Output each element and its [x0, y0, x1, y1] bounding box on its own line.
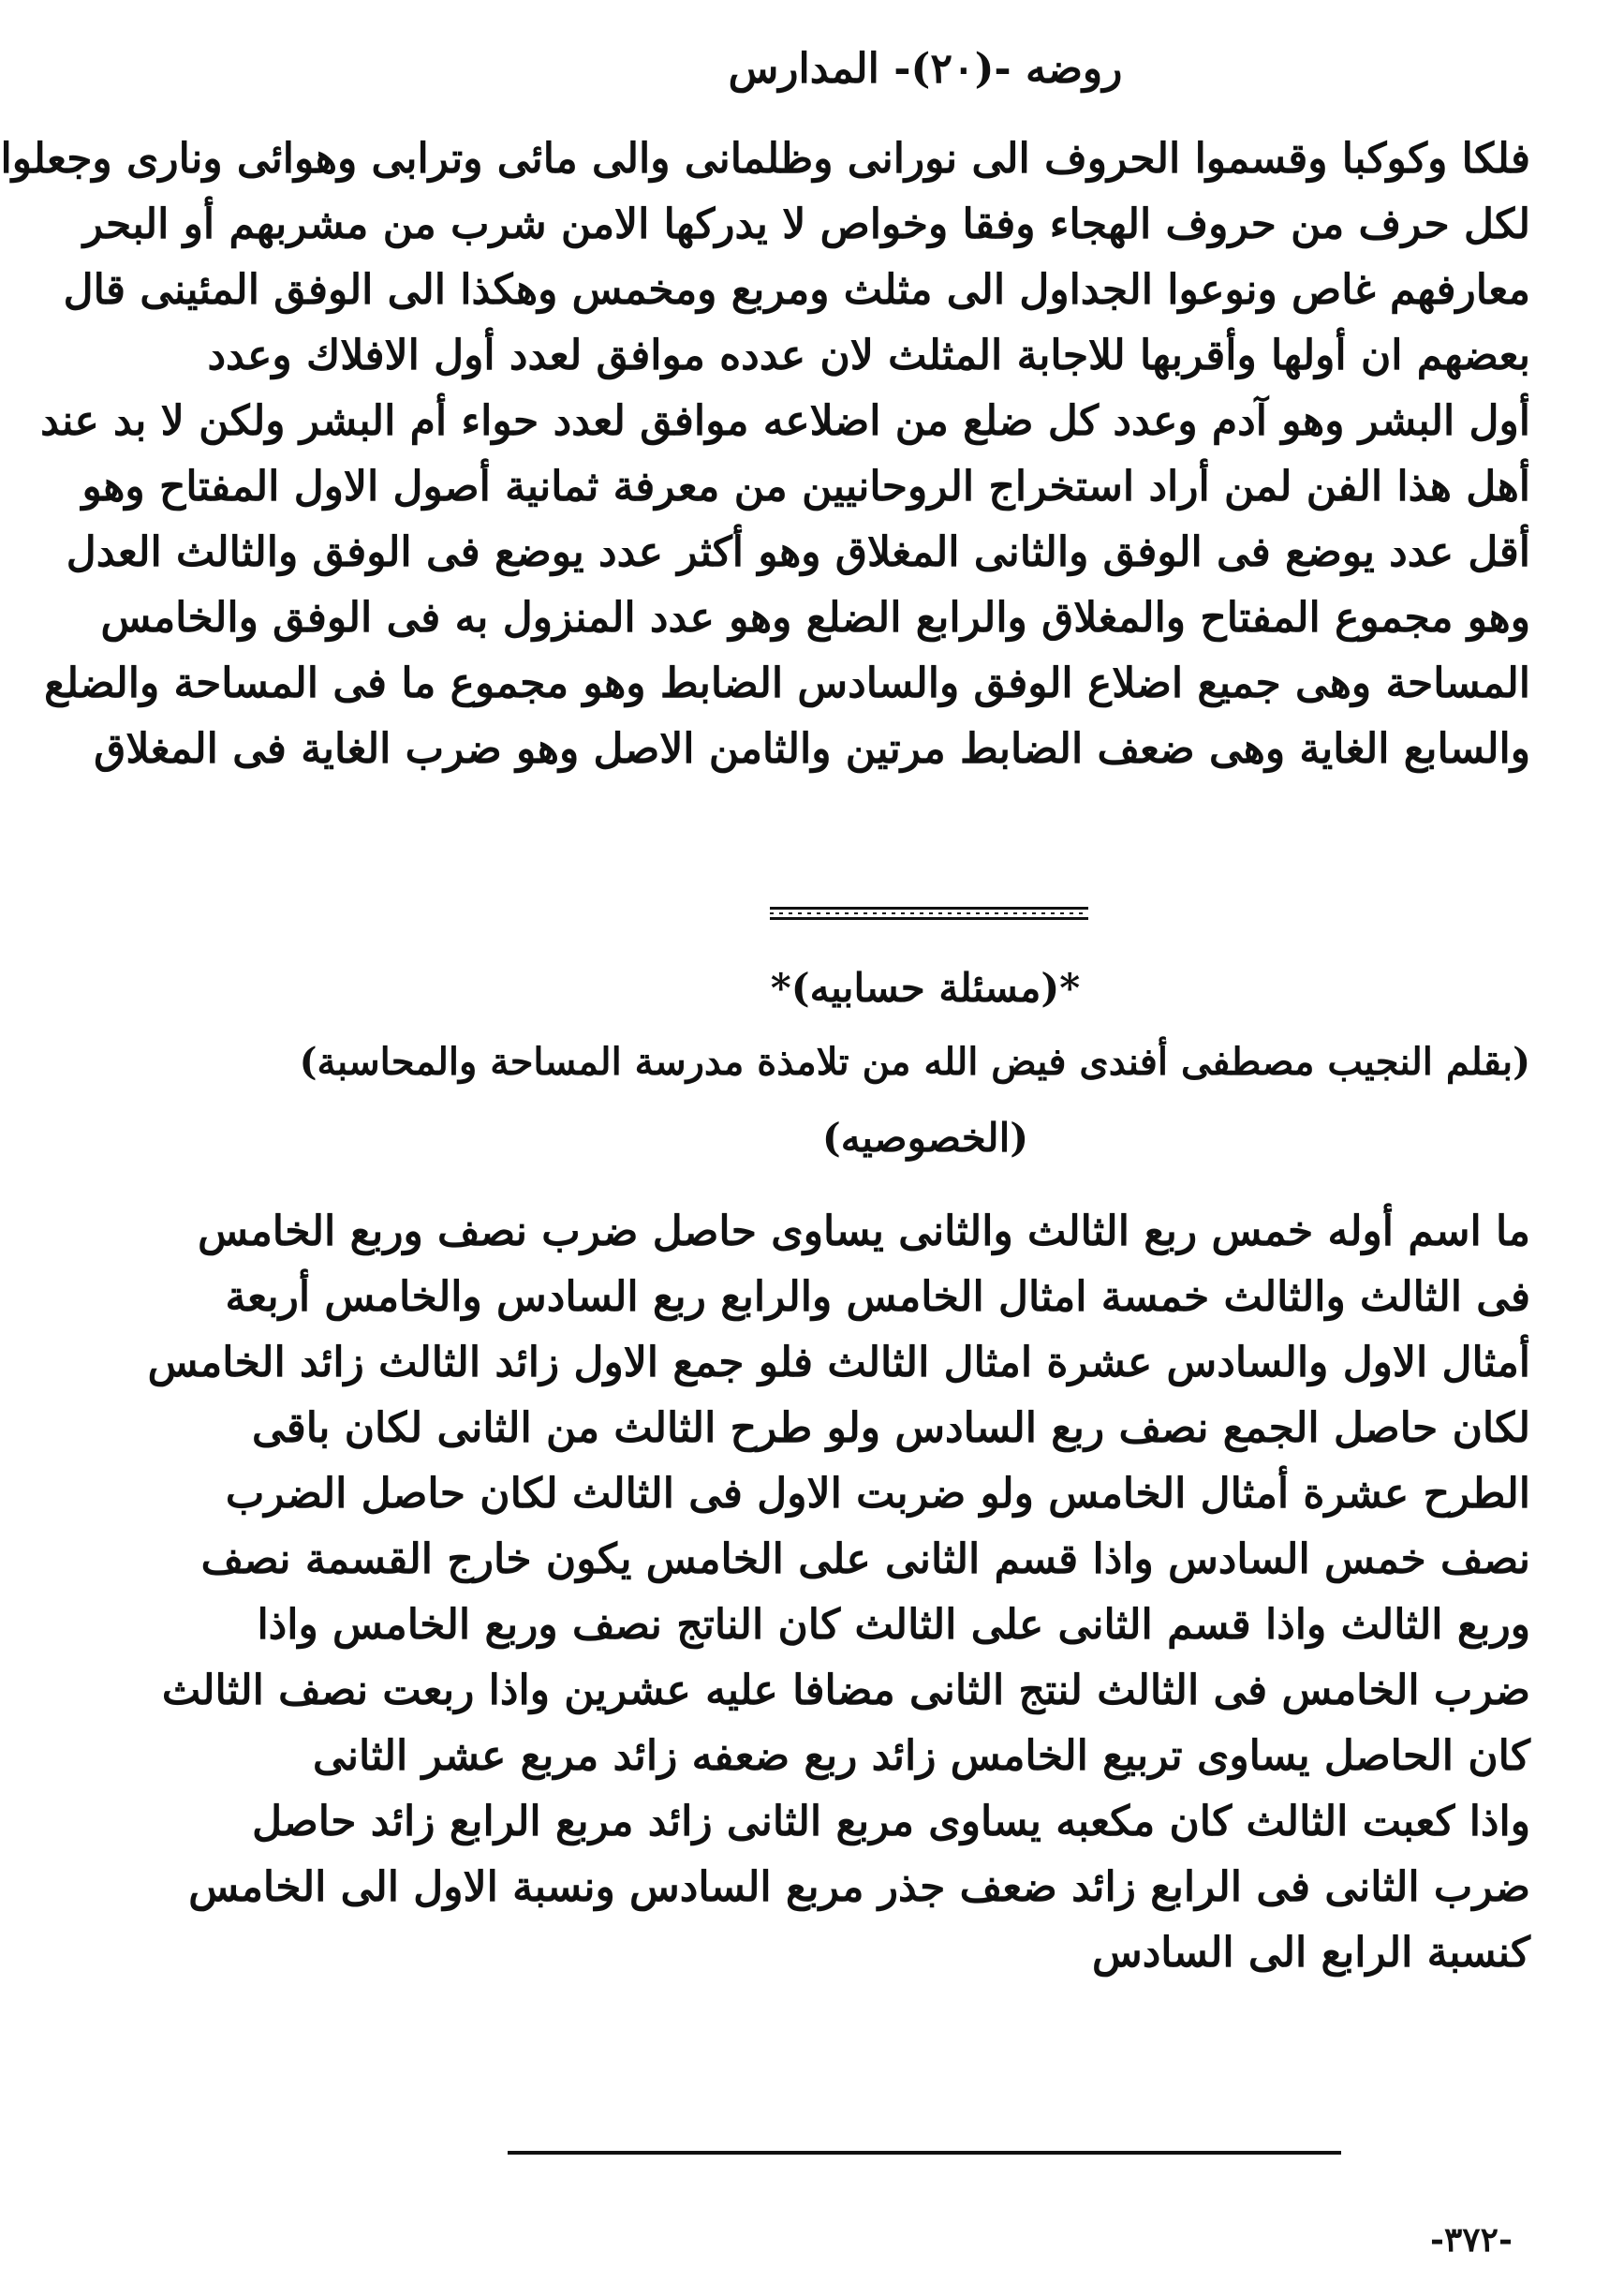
text-line: وربع الثالث واذا قسم الثانى على الثالث كان الناتج نصف وربع الخامس واذا	[257, 1601, 1530, 1649]
page-number: -٣٧٢-	[1430, 2220, 1513, 2260]
text-line: نصف خمس السادس واذا قسم الثانى على الخامس يكون خارج القسمة نصف	[200, 1535, 1530, 1583]
text-line: ضرب الخامس فى الثالث لنتج الثانى مضافا عليه عشرين واذا ربعت نصف الثالث	[161, 1667, 1530, 1714]
text-line: ضرب الثانى فى الرابع زائد ضعف جذر مربع السادس ونسبة الاول الى الخامس	[188, 1863, 1530, 1911]
text-line: كنسبة الرابع الى السادس	[1092, 1929, 1530, 1977]
intro-paragraph	[0, 126, 1530, 782]
page-header: روضه -(٢٠)- المدارس	[728, 45, 1123, 93]
text-line: أول البشر وهو آدم وعدد كل ضلع من اضلاعه موافق لعدد حواء أم البشر ولكن لا بد عند	[40, 397, 1530, 445]
text-line: أهل هذا الفن لمن أراد استخراج الروحانيين من معرفة ثمانية أصول الاول المفتاح وهو	[81, 463, 1530, 511]
text-line: أقل عدد يوضع فى الوفق والثانى المغلاق وهو أكثر عدد يوضع فى الوفق والثالث العدل	[66, 528, 1530, 576]
section-heading: *(مسئلة حسابيه)*	[770, 965, 1081, 1011]
section-subheading: (الخصوصيه)	[821, 1115, 1029, 1161]
text-line: المساحة وهى جميع اضلاع الوفق والسادس الضابط وهو مجموع ما فى المساحة والضلع	[44, 659, 1530, 707]
text-line: كان الحاصل يساوى تربيع الخامس زائد ربع ضعفه زائد مربع عشر الثانى	[313, 1732, 1530, 1780]
problem-paragraph	[147, 1199, 1530, 1986]
text-line: والسابع الغاية وهى ضعف الضابط مرتين والثامن الاصل وهو ضرب الغاية فى المغلاق	[94, 725, 1530, 773]
text-line: بعضهم ان أولها وأقربها للاجابة المثلث لان عدده موافق لعدد أول الافلاك وعدد	[207, 332, 1530, 379]
text-line: لكان حاصل الجمع نصف ربع السادس ولو طرح الثالث من الثانى لكان باقى	[252, 1404, 1530, 1452]
bottom-rule	[508, 2151, 1341, 2155]
text-line: وهو مجموع المفتاح والمغلاق والرابع الضلع وهو عدد المنزول به فى الوفق والخامس	[100, 594, 1530, 642]
text-line: لكل حرف من حروف الهجاء وفقا وخواص لا يدركها الامن شرب من مشربهم أو البحر	[82, 200, 1530, 248]
ornamental-divider	[770, 907, 1088, 920]
text-line: أمثال الاول والسادس عشرة امثال الثالث فلو جمع الاول زائد الثالث زائد الخامس	[147, 1339, 1530, 1386]
text-line: واذا كعبت الثالث كان مكعبه يساوى مربع الثانى زائد مربع الرابع زائد حاصل	[252, 1798, 1530, 1845]
text-line: معارفهم غاص ونوعوا الجداول الى مثلث ومربع ومخمس وهكذا الى الوفق المئينى قال	[63, 266, 1530, 314]
text-line: ما اسم أوله خمس ربع الثالث والثانى يساوى حاصل ضرب نصف وربع الخامس	[198, 1208, 1530, 1255]
text-line: فى الثالث والثالث خمسة امثال الخامس والرابع ربع السادس والخامس أربعة	[225, 1273, 1530, 1321]
author-byline: (بقلم النجيب مصطفى أفندى فيض الله من تلامذة مدرسة المساحة والمحاسبة)	[299, 1040, 1530, 1084]
text-line: الطرح عشرة أمثال الخامس ولو ضربت الاول فى الثالث لكان حاصل الضرب	[225, 1470, 1530, 1518]
text-line: فلكا وكوكبا وقسموا الحروف الى نورانى وظلمانى والى مائى وترابى وهوائى ونارى وجعلوا	[0, 135, 1530, 183]
